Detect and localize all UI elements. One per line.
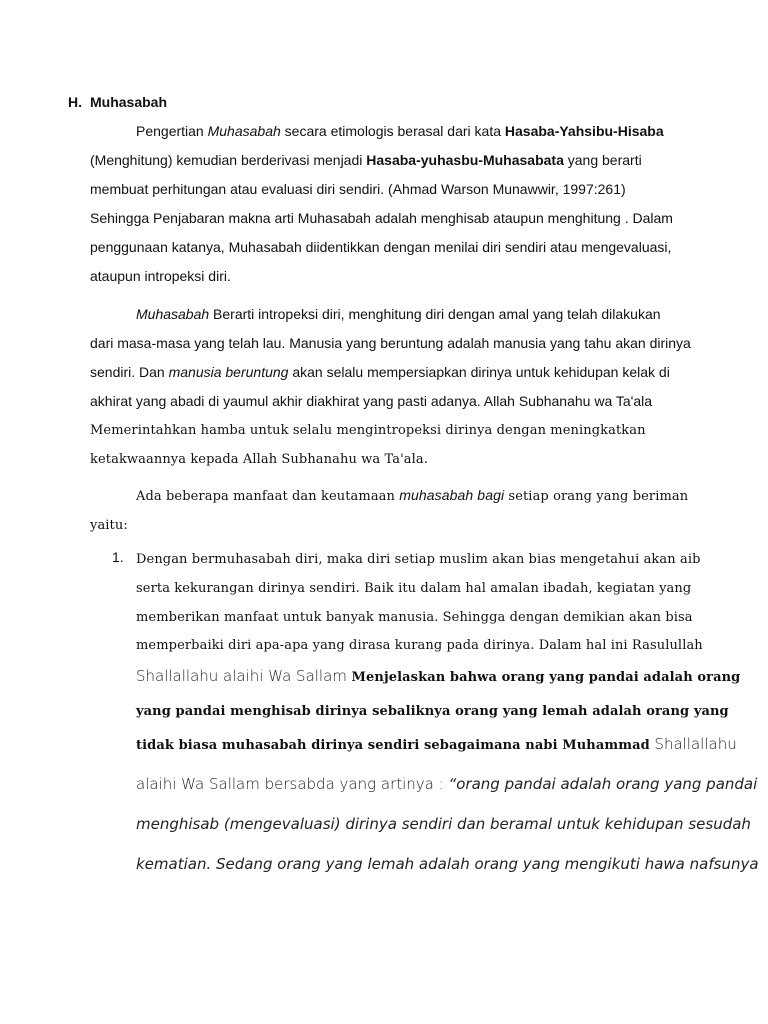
section-heading — [68, 94, 167, 110]
text-line: Sehingga Penjabaran makna arti Muhasabah adalah menghisab ataupun menghitung . Dalam — [90, 210, 673, 226]
text-line: sendiri. Dan manusia beruntung akan selalu mempersiapkan dirinya untuk kehidupan kelak di — [90, 364, 670, 380]
text-line: ketakwaannya kepada Allah Subhanahu wa Ta'ala. — [90, 452, 428, 467]
text-line: yaitu: — [90, 518, 128, 533]
section-number: H. — [68, 94, 82, 110]
text-line: Dengan bermuhasabah diri, maka diri setiap muslim akan bias mengetahui akan aib — [136, 552, 701, 567]
text-line: dari masa-masa yang telah lau. Manusia yang beruntung adalah manusia yang tahu akan dirinya — [90, 335, 691, 351]
paragraph-benefits-intro — [90, 481, 689, 540]
text-line: serta kekurangan dirinya sendiri. Baik itu dalam hal amalan ibadah, kegiatan yang — [136, 581, 692, 596]
section-title: Muhasabah — [90, 94, 168, 110]
text-line: yang pandai menghisab dirinya sebaliknya orang yang lemah adalah orang yang — [136, 704, 729, 719]
text-line: membuat perhitungan atau evaluasi diri sendiri. (Ahmad Warson Munawwir, 1997:261) — [90, 181, 626, 197]
text-line: ataupun intropeksi diri. — [90, 268, 231, 284]
text-line: menghisab (mengevaluasi) dirinya sendiri dan beramal untuk kehidupan sesudah — [136, 815, 751, 833]
text-line: penggunaan katanya, Muhasabah diidentikkan dengan menilai diri sendiri atau mengevaluasi, — [90, 239, 672, 255]
text-line: alaihi Wa Sallam bersabda yang artinya : “orang pandai adalah orang yang pandai — [136, 775, 758, 793]
text-line: Pengertian Muhasabah secara etimologis berasal dari kata Hasaba-Yahsibu-Hisaba — [136, 123, 664, 139]
list-marker: 1. — [112, 549, 124, 565]
paragraph-introspection — [90, 300, 691, 474]
text-line: Muhasabah Berarti intropeksi diri, menghitung diri dengan amal yang telah dilakukan — [136, 306, 661, 322]
text-line: Shallallahu alaihi Wa Sallam Menjelaskan bahwa orang yang pandai adalah orang — [136, 667, 741, 685]
text-line: (Menghitung) kemudian berderivasi menjadi Hasaba-yuhasbu-Muhasabata yang berarti — [90, 152, 642, 168]
text-line: tidak biasa muhasabah dirinya sendiri sebagaimana nabi Muhammad Shallallahu — [136, 735, 737, 753]
text-line: memperbaiki diri apa-apa yang dirasa kurang pada dirinya. Dalam hal ini Rasulullah — [136, 638, 703, 653]
text-line: kematian. Sedang orang yang lemah adalah orang yang mengikuti hawa nafsunya — [136, 855, 759, 873]
text-line: Memerintahkan hamba untuk selalu mengintropeksi dirinya dengan meningkatkan — [90, 423, 646, 438]
text-line: akhirat yang abadi di yaumul akhir diakhirat yang pasti adanya. Allah Subhanahu wa Ta'ala — [90, 393, 653, 409]
paragraph-definition — [90, 117, 680, 291]
text-line: Ada beberapa manfaat dan keutamaan muhasabah bagi setiap orang yang beriman — [136, 487, 689, 504]
text-line: memberikan manfaat untuk banyak manusia. Sehingga dengan demikian akan bisa — [136, 610, 693, 625]
